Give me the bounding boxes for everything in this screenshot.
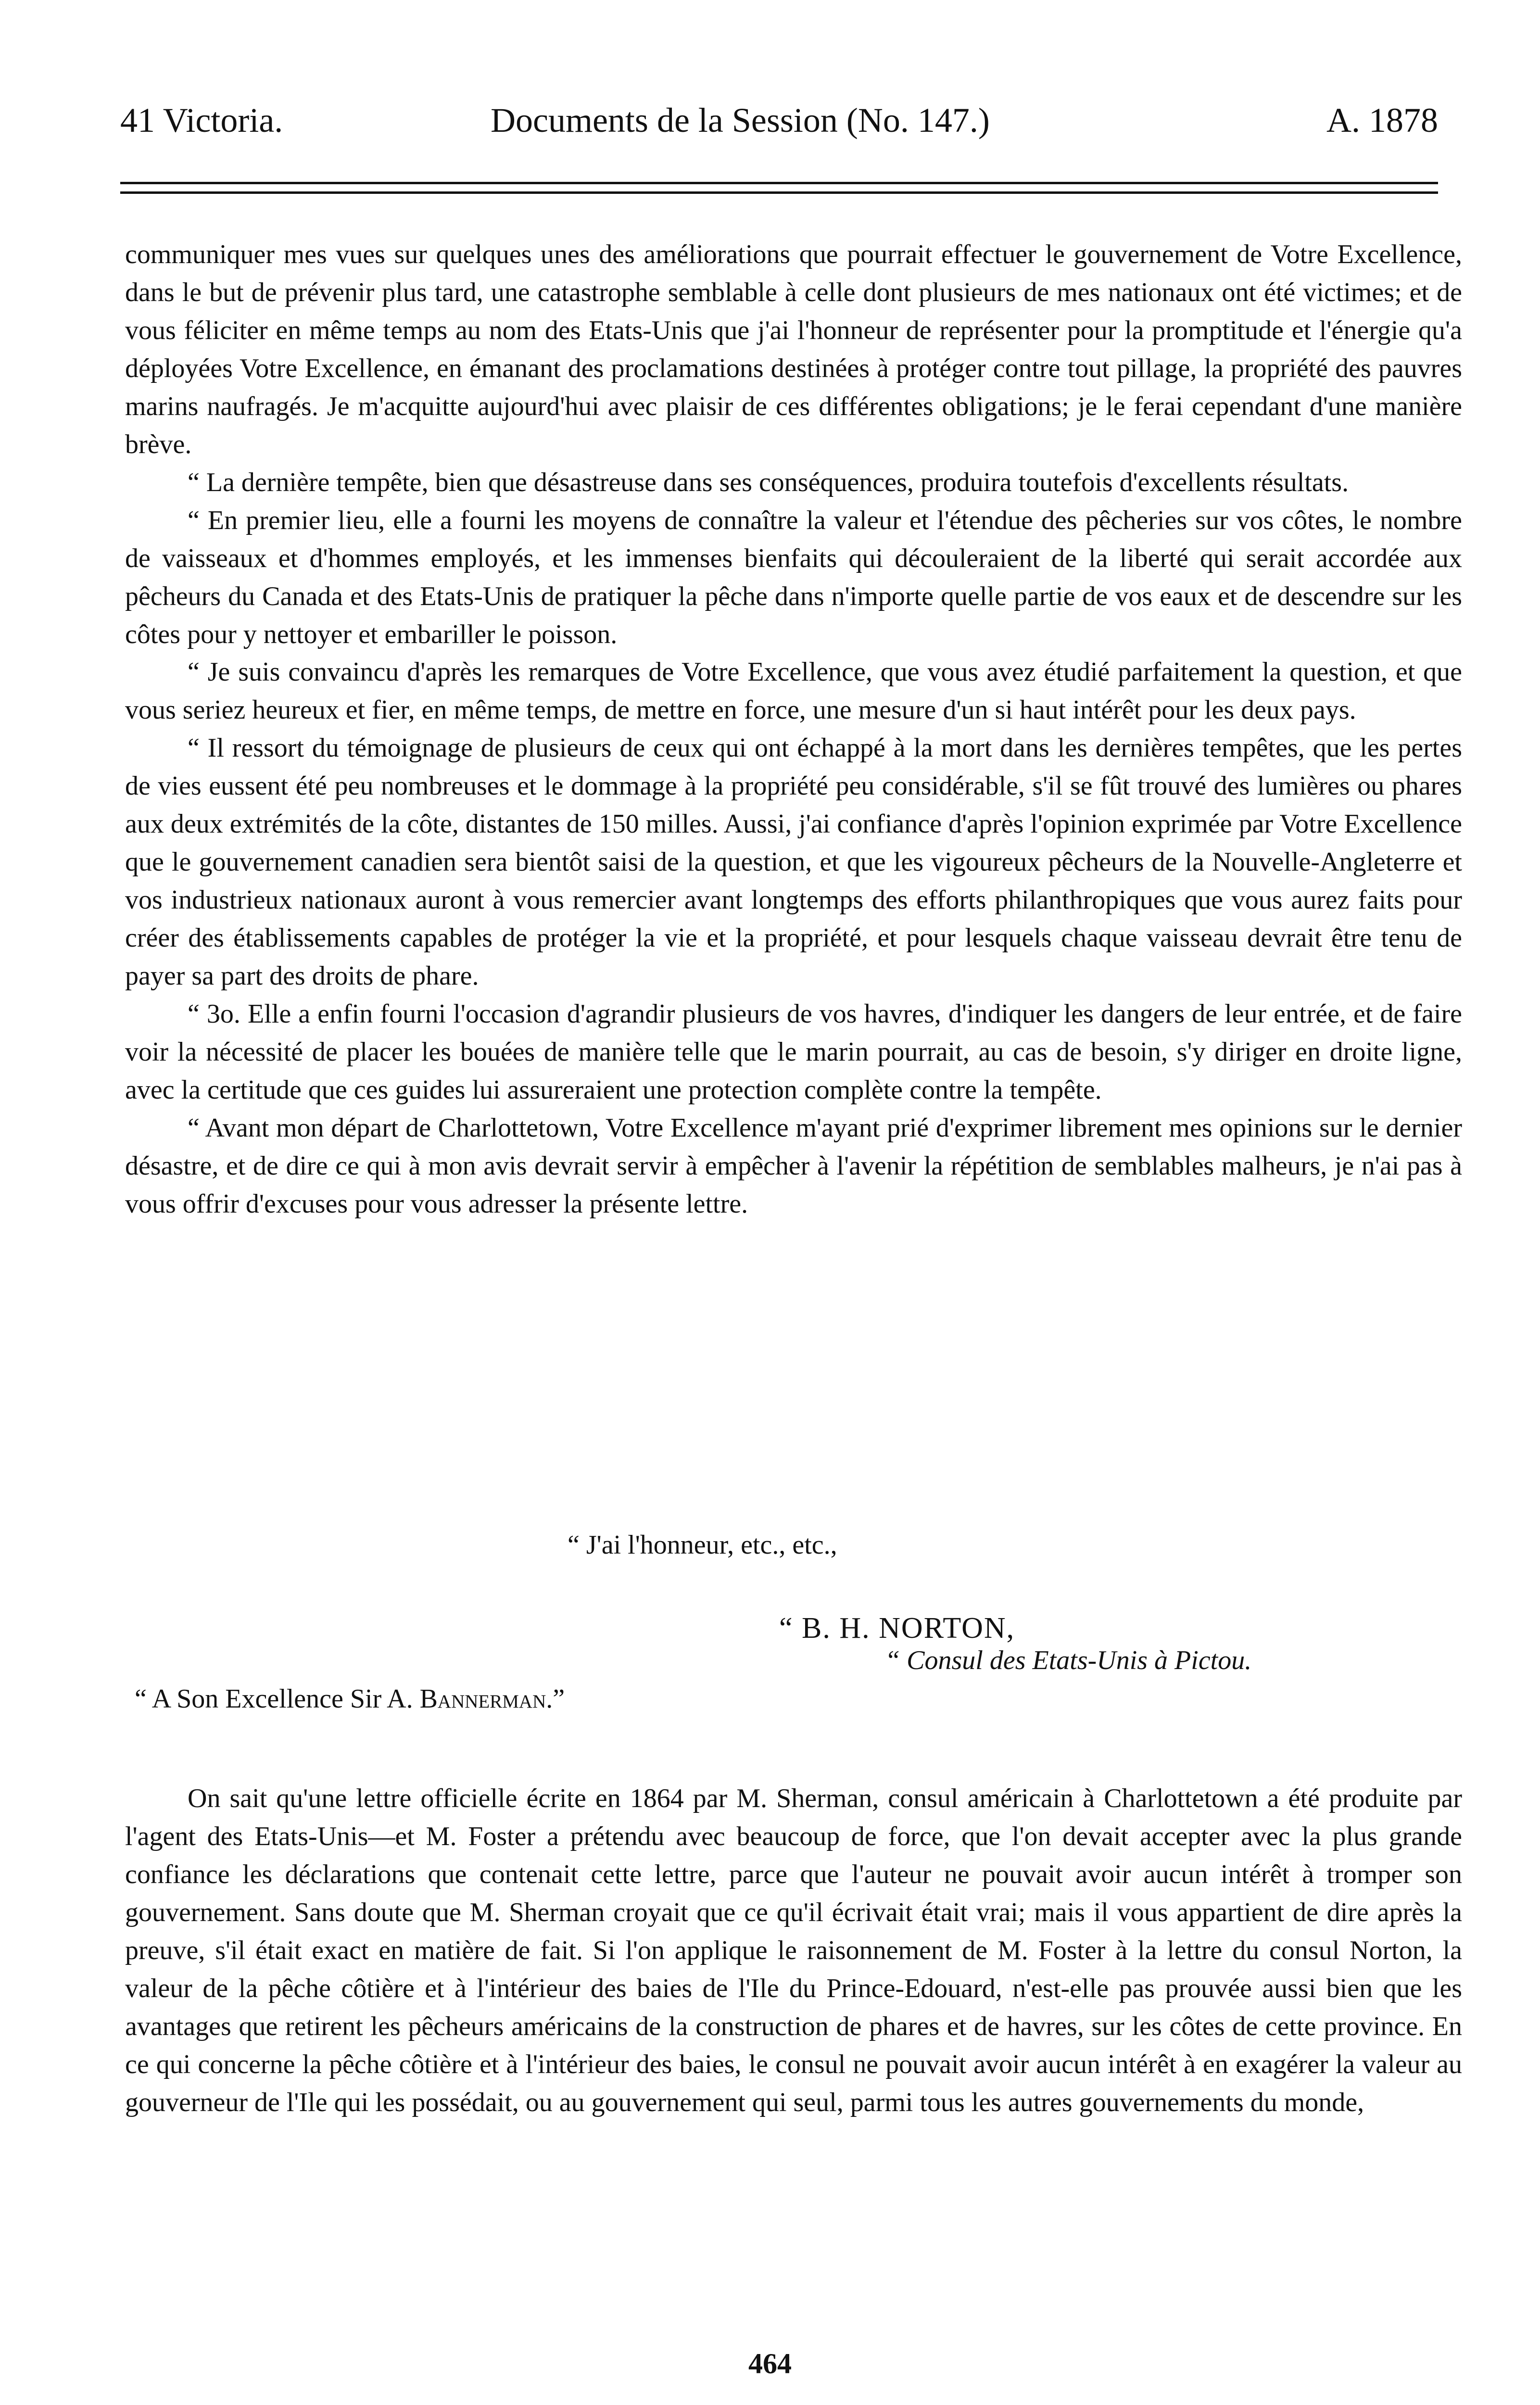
- header-year: A. 1878: [1326, 101, 1438, 139]
- addressee-prefix: “ A Son Excellence Sir A.: [135, 1684, 420, 1714]
- addressee-name: Bannerman: [419, 1684, 546, 1714]
- header-rule-top: [120, 182, 1438, 184]
- header-title: Documents de la Session (No. 147.): [491, 101, 990, 139]
- paragraph: “ 3o. Elle a enfin fourni l'occasion d'agrandir plusieurs de vos havres, d'indiquer les dangers de leur entrée, et de faire voir la nécessité de placer les bouées de manière telle que le marin pourrait, au cas de besoin, s'y diriger en droite ligne, avec la certitude que ces guides lui assureraient une protection complète contre la tempête.: [125, 999, 1462, 1105]
- paragraph: “ Il ressort du témoignage de plusieurs de ceux qui ont échappé à la mort dans les dernières tempêtes, que les pertes de vies eussent été peu nombreuses et le dommage à la propriété peu considérable, s'il se fût trouvé des lumières ou phares aux deux extrémités de la côte, distantes de 150 milles. Aussi, j'ai confiance d'après l'opinion exprimée par Votre Excellence que le gouvernement canadien sera bientôt saisi de la question, et que les vigoureux pêcheurs de la Nouvelle-Angleterre et vos industrieux nationaux auront à vous remercier avant longtemps des efforts philanthropiques que vous aurez faits pour créer des établissements capables de protéger la vie et la propriété, et pour lesquels chaque vaisseau devrait être tenu de payer sa part des droits de phare.: [125, 733, 1462, 991]
- paragraph: On sait qu'une lettre officielle écrite en 1864 par M. Sherman, consul américain à Charlottetown a été produite par l'agent des Etats-Unis—et M. Foster a prétendu avec beaucoup de force, que l'on devait accepter avec la plus grande confiance les déclarations que contenait cette lettre, parce que l'auteur ne pouvait avoir aucun intérêt à tromper son gouvernement. Sans doute que M. Sherman croyait que ce qu'il écrivait était vrai; mais il vous appartient de dire après la preuve, s'il était exact en matière de fait. Si l'on applique le raisonnement de M. Foster à la lettre du consul Norton, la valeur de la pêche côtière et à l'intérieur des baies de l'Ile du Prince-Edouard, n'est-elle pas prouvée aussi bien que les avantages que retirent les pêcheurs américains de la construction de phares et de havres, sur les côtes de cette province. En ce qui concerne la pêche côtière et à l'intérieur des baies, le consul ne pouvait avoir aucun intérêt à en exagérer la valeur au gouverneur de l'Ile qui les possédait, ou au gouvernement qui seul, parmi tous les autres gouvernements du monde,: [125, 1784, 1462, 2117]
- header-regnal-year: 41 Victoria.: [120, 101, 283, 139]
- paragraph: “ Je suis convaincu d'après les remarques de Votre Excellence, que vous avez étudié parfaitement la question, et que vous seriez heureux et fier, en même temps, de mettre en force, une mesure d'un si haut intérêt pour les deux pays.: [125, 657, 1462, 725]
- paragraph: “ En premier lieu, elle a fourni les moyens de connaître la valeur et l'étendue des pêcheries sur vos côtes, le nombre de vaisseaux et d'hommes employés, et les immenses bienfaits qui découleraient de la liberté qui serait accordée aux pêcheurs du Canada et des Etats-Unis de pratiquer la pêche dans n'importe quelle partie de vos eaux et de descendre sur les côtes pour y nettoyer et embariller le poisson.: [125, 505, 1462, 649]
- paragraph: communiquer mes vues sur quelques unes des améliorations que pourrait effectuer le gouvernement de Votre Excellence, dans le but de prévenir plus tard, une catastrophe semblable à celle dont plusieurs de mes nationaux ont été victimes; et de vous féliciter en même temps au nom des Etats-Unis que j'ai l'honneur de représenter pour la promptitude et l'énergie qu'a déployées Votre Excellence, en émanant des proclamations destinées à protéger contre tout pillage, la propriété des pauvres marins naufragés. Je m'acquitte aujourd'hui avec plaisir de ces différentes obligations; je le ferai cependant d'une manière brève.: [125, 240, 1462, 459]
- signatory-name: “ B. H. NORTON,: [779, 1612, 1015, 1645]
- signatory-title: “ Consul des Etats-Unis à Pictou.: [885, 1646, 1252, 1675]
- commentary-section: [125, 1780, 1462, 2122]
- paragraph: “ Avant mon départ de Charlottetown, Votre Excellence m'ayant prié d'exprimer librement mes opinions sur le dernier désastre, et de dire ce qui à mon avis devrait servir à empêcher à l'avenir la répétition de semblables malheurs, je n'ai pas à vous offrir d'excuses pour vous adresser la présente lettre.: [125, 1113, 1462, 1219]
- letter-body: [125, 236, 1462, 1223]
- page-number: 464: [748, 2348, 792, 2380]
- header-rule-bottom: [120, 191, 1438, 194]
- letter-closing: “ J'ai l'honneur, etc., etc.,: [568, 1530, 837, 1560]
- addressee-suffix: .”: [546, 1684, 565, 1714]
- running-header: [120, 91, 1438, 149]
- paragraph: “ La dernière tempête, bien que désastreuse dans ses conséquences, produira toutefois d'excellents résultats.: [188, 467, 1349, 497]
- addressee-line: [135, 1684, 565, 1714]
